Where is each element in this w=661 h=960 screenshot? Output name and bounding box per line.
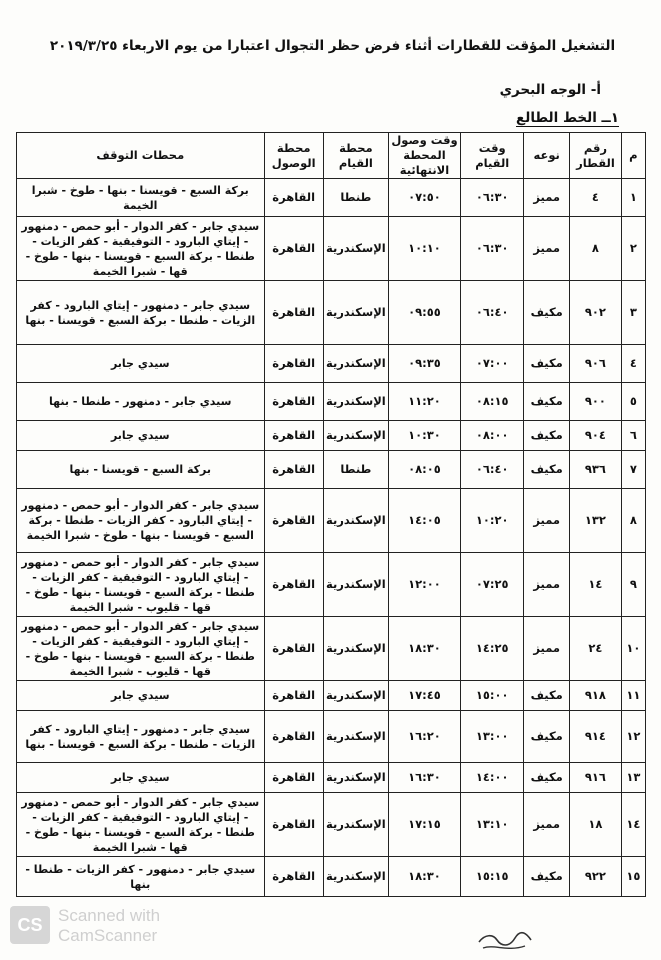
cell-train-type: مميز: [524, 617, 570, 681]
cell-num: ١٠: [621, 617, 645, 681]
cell-destination-station: القاهرة: [264, 281, 323, 345]
table-row: [17, 451, 646, 489]
cell-num: ١: [621, 179, 645, 217]
cell-num: ٣: [621, 281, 645, 345]
cell-origin-station: طنطا: [323, 179, 388, 217]
cell-destination-station: القاهرة: [264, 345, 323, 383]
cell-origin-station: الإسكندرية: [323, 489, 388, 553]
cell-stops: سيدي جابر - كفر الدوار - أبو حمص - دمنهور - إيتاي البارود - التوفيقية - كفر الزيات - طنطا - بركة السبع - قويسنا - بنها - طوخ - قها - شبرا الخيمة: [17, 217, 265, 281]
cell-departure-time: ١٤:٠٠: [461, 763, 524, 793]
cell-train-number: ١٤: [570, 553, 622, 617]
cell-departure-time: ١٥:١٥: [461, 857, 524, 897]
table-row: [17, 711, 646, 763]
cell-departure-time: ٠٦:٣٠: [461, 179, 524, 217]
cell-origin-station: الإسكندرية: [323, 281, 388, 345]
cell-train-type: مميز: [524, 793, 570, 857]
cell-arrival-time: ١٠:٣٠: [388, 421, 460, 451]
cell-num: ٦: [621, 421, 645, 451]
cell-stops: سيدي جابر - كفر الدوار - أبو حمص - دمنهور - إيتاي البارود - التوفيقية - كفر الزيات - طنطا - بركة السبع - قويسنا - بنها - طوخ - قها - شبرا الخيمة: [17, 793, 265, 857]
table-row: [17, 553, 646, 617]
cell-train-number: ٩٠٠: [570, 383, 622, 421]
cell-departure-time: ٠٦:٤٠: [461, 281, 524, 345]
table-row: [17, 281, 646, 345]
cell-arrival-time: ١٧:١٥: [388, 793, 460, 857]
cell-num: ١١: [621, 681, 645, 711]
cell-train-type: مميز: [524, 553, 570, 617]
cell-origin-station: الإسكندرية: [323, 217, 388, 281]
cell-destination-station: القاهرة: [264, 421, 323, 451]
cell-origin-station: الإسكندرية: [323, 681, 388, 711]
cell-train-number: ٩١٨: [570, 681, 622, 711]
col-header-to: محطة الوصول: [264, 133, 323, 179]
cell-stops: بركة السبع - قويسنا - بنها - طوخ - شبرا الخيمة: [17, 179, 265, 217]
cell-stops: سيدي جابر - كفر الدوار - أبو حمص - دمنهور - إيتاي البارود - التوفيقية - كفر الزيات - طنطا - بركة السبع - قويسنا - بنها - طوخ - قها - قليوب - شبرا الخيمة: [17, 617, 265, 681]
table-row: [17, 793, 646, 857]
cell-departure-time: ١٠:٢٠: [461, 489, 524, 553]
cell-stops: سيدي جابر - دمنهور - طنطا - بنها: [17, 383, 265, 421]
cell-origin-station: طنطا: [323, 451, 388, 489]
cell-stops: سيدي جابر - دمنهور - كفر الزيات - طنطا - بنها: [17, 857, 265, 897]
watermark-line-2: CamScanner: [58, 926, 158, 945]
cell-departure-time: ٠٨:٠٠: [461, 421, 524, 451]
cell-departure-time: ١٣:١٠: [461, 793, 524, 857]
table-row: [17, 857, 646, 897]
cell-num: ٩: [621, 553, 645, 617]
cell-departure-time: ٠٨:١٥: [461, 383, 524, 421]
col-header-departure: وقت القيام: [461, 133, 524, 179]
cell-departure-time: ٠٦:٣٠: [461, 217, 524, 281]
cell-departure-time: ٠٦:٤٠: [461, 451, 524, 489]
cell-stops: سيدي جابر - دمنهور - إيتاي البارود - كفر الزيات - طنطا - بركة السبع - قويسنا - بنها: [17, 281, 265, 345]
col-header-train: رقم القطار: [570, 133, 622, 179]
cell-destination-station: القاهرة: [264, 451, 323, 489]
cell-stops: سيدي جابر: [17, 345, 265, 383]
cell-train-number: ١٣٢: [570, 489, 622, 553]
cell-destination-station: القاهرة: [264, 681, 323, 711]
cell-destination-station: القاهرة: [264, 763, 323, 793]
cell-num: ١٣: [621, 763, 645, 793]
cell-train-number: ٩١٤: [570, 711, 622, 763]
cell-departure-time: ١٤:٢٥: [461, 617, 524, 681]
cell-departure-time: ٠٧:٢٥: [461, 553, 524, 617]
cell-train-number: ٩٣٦: [570, 451, 622, 489]
cell-num: ٥: [621, 383, 645, 421]
cell-stops: سيدي جابر: [17, 763, 265, 793]
cell-stops: بركة السبع - قويسنا - بنها: [17, 451, 265, 489]
cell-origin-station: الإسكندرية: [323, 857, 388, 897]
line-heading: ١ــ الخط الطالع: [516, 110, 619, 126]
section-heading: أ- الوجه البحري: [499, 82, 601, 98]
cell-train-number: ٩٠٢: [570, 281, 622, 345]
cell-origin-station: الإسكندرية: [323, 421, 388, 451]
table-header-row: [17, 133, 646, 179]
cell-train-number: ٤: [570, 179, 622, 217]
cell-destination-station: القاهرة: [264, 179, 323, 217]
train-schedule-table: [16, 132, 646, 897]
cell-train-number: ٩٠٤: [570, 421, 622, 451]
cell-origin-station: الإسكندرية: [323, 345, 388, 383]
cell-train-type: مميز: [524, 179, 570, 217]
cell-train-type: مكيف: [524, 711, 570, 763]
camscanner-watermark: [58, 906, 160, 946]
cell-origin-station: الإسكندرية: [323, 763, 388, 793]
cell-num: ٧: [621, 451, 645, 489]
cell-destination-station: القاهرة: [264, 617, 323, 681]
cell-arrival-time: ١٤:٠٥: [388, 489, 460, 553]
cell-num: ٨: [621, 489, 645, 553]
cell-train-type: مميز: [524, 217, 570, 281]
cell-destination-station: القاهرة: [264, 217, 323, 281]
cell-train-type: مميز: [524, 489, 570, 553]
cell-num: ٤: [621, 345, 645, 383]
col-header-num: م: [621, 133, 645, 179]
cell-departure-time: ١٣:٠٠: [461, 711, 524, 763]
cell-origin-station: الإسكندرية: [323, 383, 388, 421]
cell-train-number: ٢٤: [570, 617, 622, 681]
cell-destination-station: القاهرة: [264, 793, 323, 857]
cell-destination-station: القاهرة: [264, 711, 323, 763]
cell-train-number: ١٨: [570, 793, 622, 857]
cell-num: ١٥: [621, 857, 645, 897]
cell-train-type: مكيف: [524, 857, 570, 897]
cell-num: ١٢: [621, 711, 645, 763]
cell-arrival-time: ١٠:١٠: [388, 217, 460, 281]
cell-arrival-time: ١٨:٣٠: [388, 617, 460, 681]
document-title: التشغيل المؤقت للقطارات أثناء فرض حظر التجوال اعتبارا من يوم الاربعاء ٢٠١٩/٣/٢٥: [49, 38, 616, 54]
camscanner-logo: CS: [10, 906, 50, 944]
cell-arrival-time: ١٦:٢٠: [388, 711, 460, 763]
table-row: [17, 681, 646, 711]
cell-train-type: مكيف: [524, 345, 570, 383]
cell-train-type: مكيف: [524, 421, 570, 451]
cell-train-type: مكيف: [524, 383, 570, 421]
cell-stops: سيدي جابر - كفر الدوار - أبو حمص - دمنهور - إيتاي البارود - التوفيقية - كفر الزيات - طنطا - بركة السبع - قويسنا - بنها - طوخ - قها - قليوب - شبرا الخيمة: [17, 553, 265, 617]
cell-train-type: مكيف: [524, 681, 570, 711]
cell-origin-station: الإسكندرية: [323, 793, 388, 857]
cell-origin-station: الإسكندرية: [323, 553, 388, 617]
cell-arrival-time: ١٢:٠٠: [388, 553, 460, 617]
cell-arrival-time: ١٧:٤٥: [388, 681, 460, 711]
cell-stops: سيدي جابر: [17, 421, 265, 451]
table-row: [17, 617, 646, 681]
col-header-type: نوعه: [524, 133, 570, 179]
cell-train-number: ٩٠٦: [570, 345, 622, 383]
cell-departure-time: ١٥:٠٠: [461, 681, 524, 711]
cell-arrival-time: ٠٩:٣٥: [388, 345, 460, 383]
cell-destination-station: القاهرة: [264, 857, 323, 897]
cell-departure-time: ٠٧:٠٠: [461, 345, 524, 383]
cell-arrival-time: ٠٩:٥٥: [388, 281, 460, 345]
cell-arrival-time: ٠٨:٠٥: [388, 451, 460, 489]
cell-num: ١٤: [621, 793, 645, 857]
cell-arrival-time: ١٨:٣٠: [388, 857, 460, 897]
cell-stops: سيدي جابر - دمنهور - إيتاي البارود - كفر الزيات - طنطا - بركة السبع - قويسنا - بنها: [17, 711, 265, 763]
cell-destination-station: القاهرة: [264, 383, 323, 421]
col-header-arrival: وقت وصول المحطة الانتهائية: [388, 133, 460, 179]
cell-origin-station: الإسكندرية: [323, 711, 388, 763]
watermark-line-1: Scanned with: [58, 906, 161, 925]
cell-train-number: ٨: [570, 217, 622, 281]
cell-train-type: مكيف: [524, 763, 570, 793]
cell-train-number: ٩١٦: [570, 763, 622, 793]
cell-train-type: مكيف: [524, 281, 570, 345]
table-row: [17, 345, 646, 383]
table-row: [17, 763, 646, 793]
cell-destination-station: القاهرة: [264, 489, 323, 553]
signature-mark: [475, 928, 535, 956]
cell-origin-station: الإسكندرية: [323, 617, 388, 681]
cell-num: ٢: [621, 217, 645, 281]
col-header-stops: محطات التوقف: [17, 133, 265, 179]
cell-train-type: مكيف: [524, 451, 570, 489]
cell-arrival-time: ١١:٢٠: [388, 383, 460, 421]
table-row: [17, 421, 646, 451]
col-header-from: محطة القيام: [323, 133, 388, 179]
cell-arrival-time: ١٦:٣٠: [388, 763, 460, 793]
cell-arrival-time: ٠٧:٥٠: [388, 179, 460, 217]
table-row: [17, 489, 646, 553]
table-row: [17, 383, 646, 421]
cell-stops: سيدي جابر - كفر الدوار - أبو حمص - دمنهور - إيتاي البارود - كفر الزيات - طنطا - بركة السبع - قويسنا - بنها - طوخ - شبرا الخيمة: [17, 489, 265, 553]
table-row: [17, 179, 646, 217]
cell-destination-station: القاهرة: [264, 553, 323, 617]
cell-stops: سيدي جابر: [17, 681, 265, 711]
cell-train-number: ٩٢٢: [570, 857, 622, 897]
table-row: [17, 217, 646, 281]
